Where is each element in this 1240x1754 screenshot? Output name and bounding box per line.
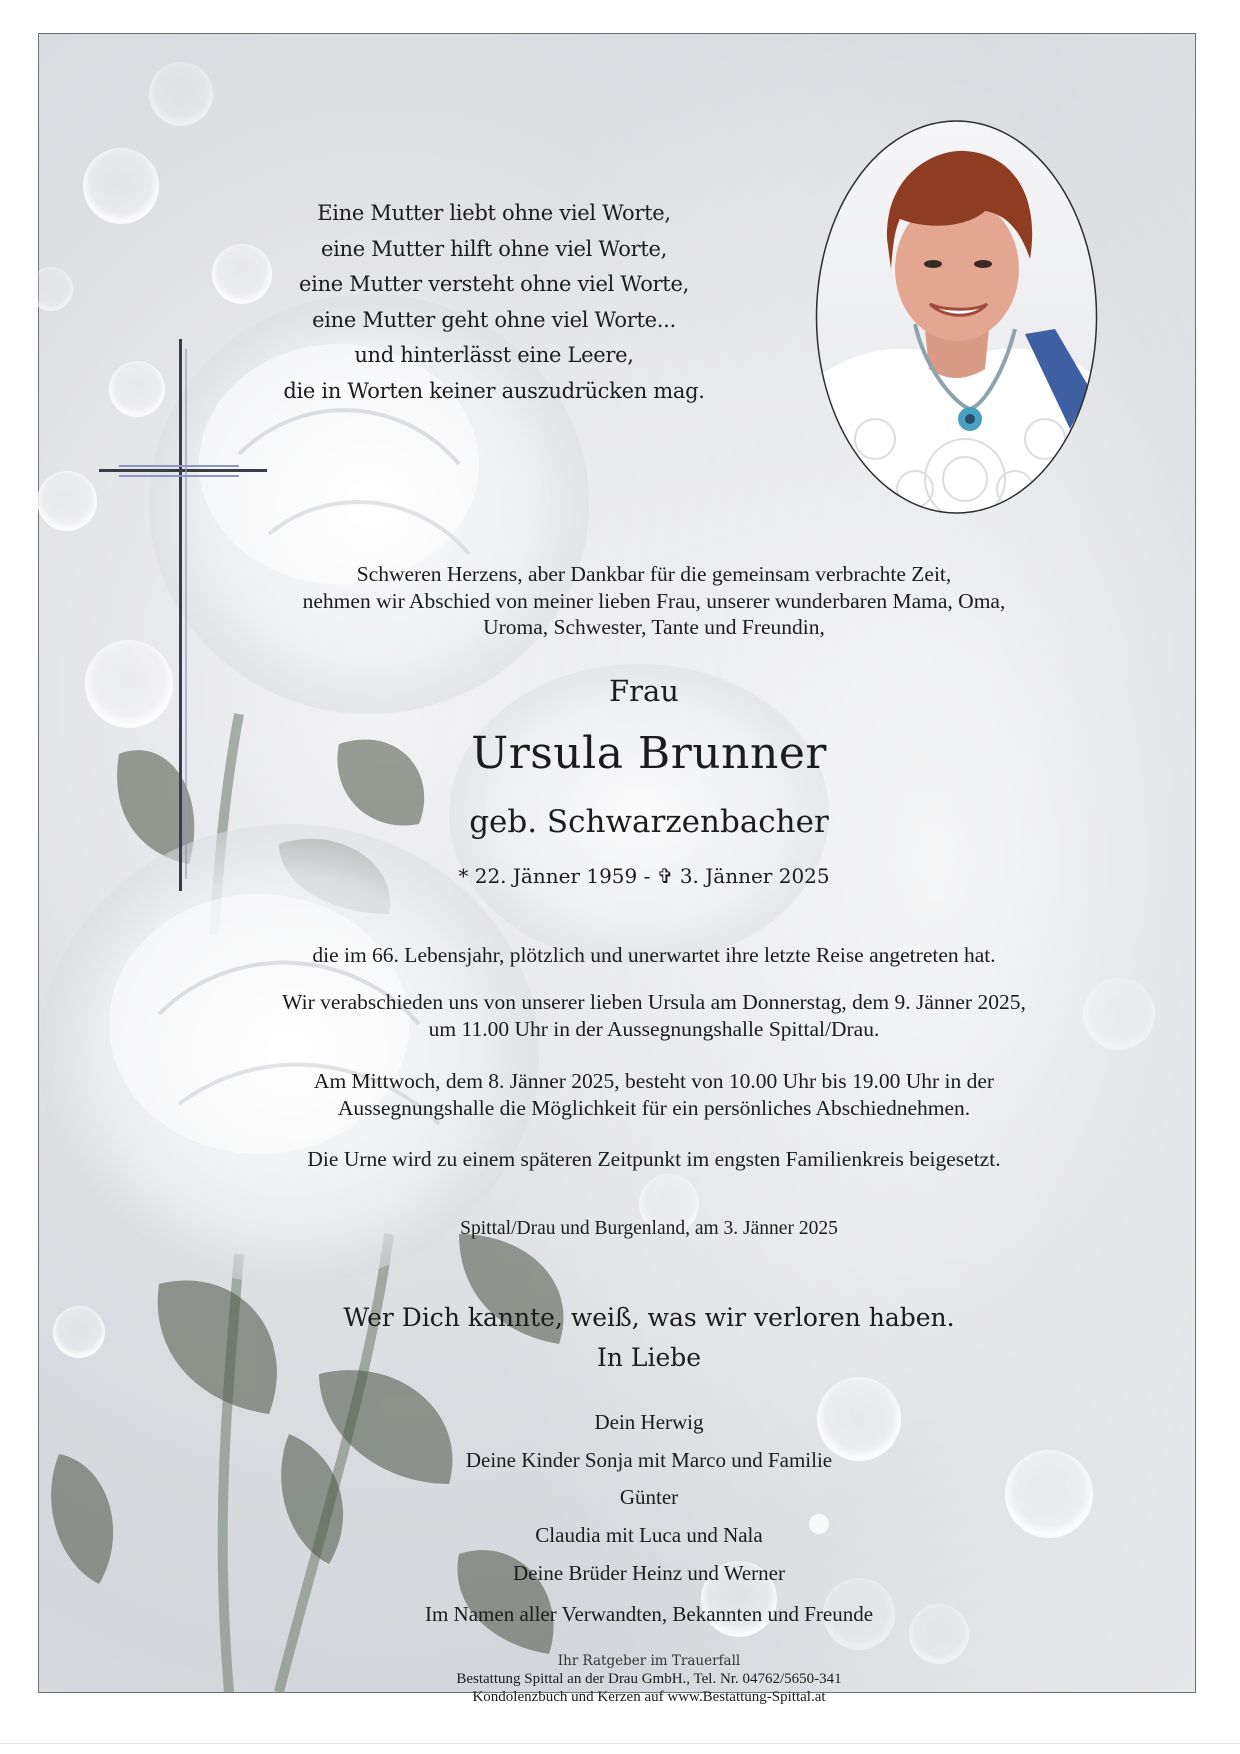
poem bbox=[254, 196, 734, 409]
paragraph-line: um 11.00 Uhr in der Aussegnungshalle Spittal/Drau. bbox=[428, 1016, 880, 1041]
mourner: Deine Kinder Sonja mit Marco und Familie bbox=[465, 1447, 833, 1472]
motto-closing: In Liebe bbox=[596, 1343, 702, 1372]
maiden-name: geb. Schwarzenbacher bbox=[469, 804, 829, 840]
paragraph-line: Die Urne wird zu einem späteren Zeitpunkt im engsten Familienkreis beigesetzt. bbox=[307, 1147, 1001, 1171]
poem-line: eine Mutter geht ohne viel Worte... bbox=[312, 307, 676, 332]
mourner: Deine Brüder Heinz und Werner bbox=[513, 1560, 785, 1585]
deceased-name: Ursula Brunner bbox=[471, 728, 827, 779]
poem-line: eine Mutter hilft ohne viel Worte, bbox=[320, 236, 668, 261]
paragraph-line: Aussegnungshalle die Möglichkeit für ein persönliches Abschiednehmen. bbox=[337, 1095, 971, 1120]
mourner: Im Namen aller Verwandten, Bekannten und Freunde bbox=[424, 1602, 874, 1627]
paragraph-line: Wir verabschieden uns von unserer lieben Ursula am Donnerstag, dem 9. Jänner 2025, bbox=[282, 990, 1026, 1014]
mourner: Dein Herwig bbox=[594, 1410, 704, 1434]
paragraph-age bbox=[219, 942, 1089, 969]
paragraph-line: Am Mittwoch, dem 8. Jänner 2025, besteht von 10.00 Uhr bis 19.00 Uhr in der bbox=[313, 1069, 995, 1093]
footer-condolence: Kondolenzbuch und Kerzen auf www.Bestattung-Spittal.at bbox=[472, 1689, 826, 1705]
intro-line: Schweren Herzens, aber Dankbar für die gemeinsam verbrachte Zeit, bbox=[356, 562, 952, 586]
life-dates: * 22. Jänner 1959 - ✞ 3. Jänner 2025 bbox=[458, 864, 830, 888]
paragraph-line: die im 66. Lebensjahr, plötzlich und unerwartet ihre letzte Reise angetreten hat. bbox=[312, 943, 996, 967]
bottom-rule bbox=[0, 1743, 1240, 1744]
poem-line: Eine Mutter liebt ohne viel Worte, bbox=[317, 201, 671, 225]
motto bbox=[339, 1298, 959, 1378]
mourner: Günter bbox=[619, 1485, 679, 1510]
motto-line: Wer Dich kannte, weiß, was wir verloren haben. bbox=[343, 1303, 955, 1332]
intro-text bbox=[244, 561, 1064, 641]
place-date: Spittal/Drau und Burgenland, am 3. Jänner 2025 bbox=[460, 1218, 838, 1239]
paragraph-farewell bbox=[219, 989, 1089, 1042]
paragraph-viewing bbox=[219, 1068, 1089, 1121]
portrait-photo bbox=[815, 119, 1098, 515]
salutation: Frau bbox=[609, 674, 679, 708]
mourner: Claudia mit Luca und Nala bbox=[535, 1523, 763, 1548]
mourners-list bbox=[369, 1404, 929, 1634]
paragraph-urn bbox=[219, 1146, 1089, 1173]
funeral-home-footer bbox=[419, 1652, 879, 1706]
intro-line: nehmen wir Abschied von meiner lieben Frau, unserer wunderbaren Mama, Oma, bbox=[302, 588, 1006, 613]
footer-company: Bestattung Spittal an der Drau GmbH., Tel. Nr. 04762/5650-341 bbox=[456, 1671, 842, 1687]
footer-tagline: Ihr Ratgeber im Trauerfall bbox=[557, 1653, 741, 1669]
poem-line: und hinterlässt eine Leere, bbox=[354, 343, 634, 367]
poem-line: die in Worten keiner auszudrücken mag. bbox=[283, 378, 705, 403]
intro-line: Uroma, Schwester, Tante und Freundin, bbox=[483, 615, 825, 639]
poem-line: eine Mutter versteht ohne viel Worte, bbox=[299, 272, 689, 296]
obituary-sheet bbox=[38, 33, 1196, 1705]
